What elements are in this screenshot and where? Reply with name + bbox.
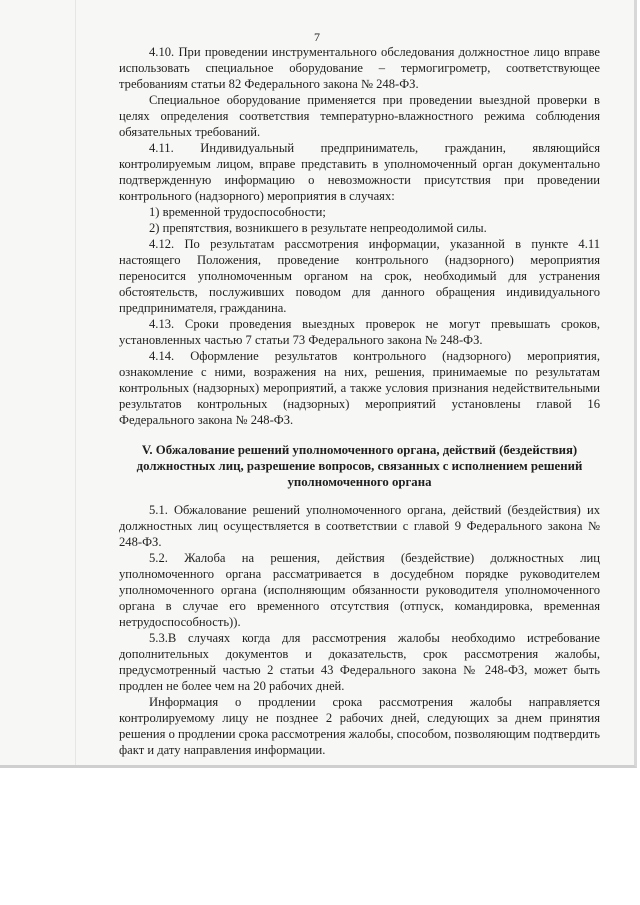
document-body	[119, 44, 600, 758]
list-item: 1) временной трудоспособности;	[149, 205, 326, 219]
paragraph-4-12: 4.12. По результатам рассмотрения информации, указанной в пункте 4.11 настоящего Положения, проведение контрольного (надзорного) мероприятия переносится уполномоченным органом на срок, необходимый для устранения обстоятельств, послуживших поводом для данного обращения индивидуального предпринимателя, гражданина.	[119, 237, 600, 315]
page-number: 7	[314, 30, 320, 44]
page-binding-shadow	[75, 0, 76, 765]
paragraph-special-equipment: Специальное оборудование применяется при проведении выездной проверки в целях определения соответствия температурно-влажностного режима соблюдения обязательных требований.	[119, 93, 600, 139]
paragraph-5-3: 5.3.В случаях когда для рассмотрения жалобы необходимо истребование дополнительных документов и доказательств, срок рассмотрения жалобы, предусмотренный частью 2 статьи 43 Федерального закона № 248-ФЗ, может быть продлен не более чем на 20 рабочих дней.	[119, 631, 600, 693]
paragraph-5-1: 5.1. Обжалование решений уполномоченного органа, действий (бездействия) их должностных лиц осуществляется в соответствии с главой 9 Федерального закона № 248-ФЗ.	[119, 503, 600, 549]
section-heading: V. Обжалование решений уполномоченного органа, действий (бездействия) должностных лиц, разрешение вопросов, связанных с исполнением решений уполномоченного органа	[136, 443, 583, 489]
paragraph-5-2: 5.2. Жалоба на решения, действия (бездействие) должностных лиц уполномоченного органа рассматривается в досудебном порядке руководителем уполномоченного органа (исполняющим обязанности руководителя уполномоченного органа в случае его временного отсутствия (отпуск, командировка, временная нетрудоспособность)).	[119, 551, 600, 629]
paragraph-4-13: 4.13. Сроки проведения выездных проверок не могут превышать сроков, установленных частью 7 статьи 73 Федерального закона № 248-ФЗ.	[119, 317, 600, 347]
paragraph-4-11: 4.11. Индивидуальный предприниматель, гражданин, являющийся контролируемым лицом, вправе представить в уполномоченный орган документально подтвержденную информацию о невозможности присутствия при проведении контрольного (надзорного) мероприятия в случаях:	[119, 141, 600, 203]
paragraph-4-10: 4.10. При проведении инструментального обследования должностное лицо вправе использовать специальное оборудование – термогигрометр, соответствующее требованиям статьи 82 Федерального закона № 248-ФЗ.	[119, 45, 600, 91]
paragraph-extension-info: Информация о продлении срока рассмотрения жалобы направляется контролируемому лицу не позднее 2 рабочих дней, следующих за днем принятия решения о продлении срока рассмотрения жалобы, способом, позволяющим подтвердить факт и дату направления информации.	[119, 695, 600, 757]
list-item: 2) препятствия, возникшего в результате непреодолимой силы.	[149, 221, 487, 235]
paragraph-4-14: 4.14. Оформление результатов контрольного (надзорного) мероприятия, ознакомление с ними, возражения на них, решения, принимаемые по результатам контрольных (надзорных) мероприятий, а также условия признания недействительными результатов контрольных (надзорных) мероприятий установлены главой 16 Федерального закона № 248-ФЗ.	[119, 349, 600, 427]
